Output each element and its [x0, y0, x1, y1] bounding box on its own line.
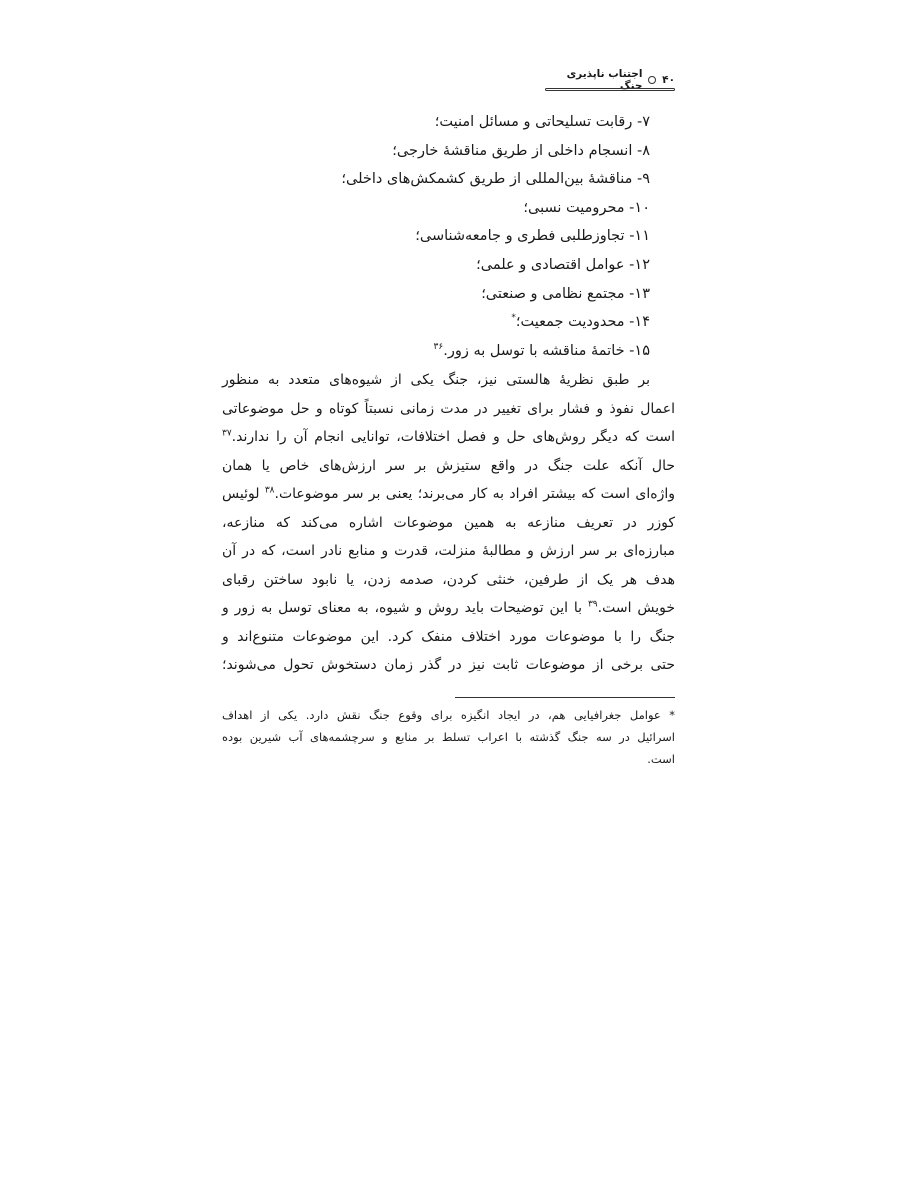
footnote — [222, 704, 675, 770]
paragraph-line — [222, 423, 675, 452]
footnote-ref: * — [511, 313, 516, 324]
list-item — [220, 308, 650, 337]
paragraph-line — [222, 509, 675, 538]
list-item — [220, 165, 650, 194]
header-rule — [545, 88, 675, 91]
line-text: مبارزه‌ای بر سر ارزش و مطالبهٔ منزلت، قدرت و منابع نادر است، که در آن — [222, 543, 675, 559]
line-text-continued: لوئیس — [222, 486, 265, 502]
list-item-text: ۱۳- مجتمع نظامی و صنعتی؛ — [481, 285, 650, 302]
line-text: حال آنکه علت جنگ در واقع ستیزش بر سر ارزش‌های خاص یا همان — [222, 457, 675, 474]
list-item — [220, 108, 650, 137]
list-item — [220, 280, 650, 309]
line-text: اعمال نفوذ و فشار برای تغییر در مدت زمانی نسبتاً کوتاه و حل موضوعاتی — [222, 400, 675, 417]
list-item — [220, 251, 650, 280]
footnote-line: است. — [647, 752, 675, 766]
list-item — [220, 194, 650, 223]
list-item — [220, 137, 650, 166]
paragraph-line — [222, 452, 675, 481]
paragraph-line — [222, 366, 675, 395]
paragraph-line — [222, 594, 675, 623]
line-text: بر طبق نظریهٔ هالستی نیز، جنگ یکی از شیوه‌های متعدد به منظور — [222, 372, 650, 388]
footnote-ref: ۳۸ — [264, 485, 275, 496]
footnote-ref: ۳۶ — [433, 341, 444, 352]
page-number: ۴۰ — [662, 74, 675, 86]
line-text: هدف هر یک از طرفین، خنثی کردن، صدمه زدن، یا نابود ساختن رقبای — [222, 571, 675, 588]
numbered-list — [220, 108, 650, 365]
list-item-text: ۱۵- خاتمهٔ مناقشه با توسل به زور. — [443, 342, 650, 359]
line-text: خویش است. — [597, 600, 675, 616]
list-item-text: ۱۰- محرومیت نسبی؛ — [523, 199, 650, 216]
list-item-text: ۱۴- محدودیت جمعیت؛ — [515, 314, 650, 331]
paragraph-line — [222, 566, 675, 595]
body-paragraph — [222, 366, 675, 680]
footnote-separator — [455, 697, 675, 698]
footnote-ref: ۳۹ — [587, 599, 598, 610]
footnote-ref: ۳۷ — [222, 428, 232, 439]
running-title: اجتناب ناپذیری جنگ — [566, 68, 643, 92]
circle-bullet-icon — [648, 76, 656, 84]
list-item-text: ۱۱- تجاوزطلبی فطری و جامعه‌شناسی؛ — [415, 228, 650, 245]
paragraph-line — [222, 651, 675, 680]
list-item — [220, 222, 650, 251]
paragraph-line — [222, 395, 675, 424]
line-text: واژه‌ای است که بیشتر افراد به کار می‌برند؛ یعنی بر سر موضوعات. — [274, 486, 676, 502]
list-item-text: ۷- رقابت تسلیحاتی و مسائل امنیت؛ — [434, 114, 650, 130]
paragraph-line — [222, 480, 675, 509]
paragraph-line — [222, 623, 675, 652]
line-text: جنگ را با موضوعات مورد اختلاف منفک کرد. این موضوعات متنوع‌اند و — [222, 628, 675, 645]
line-text: کوزر در تعریف منازعه به همین موضوعات اشاره می‌کند که منازعه، — [222, 514, 675, 531]
list-item-text: ۹- مناقشهٔ بین‌المللی از طریق کشمکش‌های داخلی؛ — [341, 171, 650, 188]
footnote-line: اسرائیل در سه جنگ گذشته با اعراب تسلط بر منابع و سرچشمه‌های آب شیرین بوده — [222, 730, 675, 744]
line-text-continued: با این توضیحات باید روش و شیوه، به معنای توسل به زور و — [222, 600, 588, 616]
footnote-line: * عوامل جغرافیایی هم، در ایجاد انگیزه برای وقوع جنگ نقش دارد. یکی از اهداف — [222, 708, 675, 722]
paragraph-line — [222, 537, 675, 566]
list-item — [220, 337, 650, 366]
list-item-text: ۱۲- عوامل اقتصادی و علمی؛ — [476, 256, 650, 273]
line-text: است که دیگر روش‌های حل و فصل اختلافات، توانایی انجام آن را ندارند. — [231, 429, 675, 445]
line-text: حتی برخی از موضوعات ثابت نیز در گذر زمان دستخوش تحول می‌شوند؛ — [222, 657, 675, 673]
list-item-text: ۸- انسجام داخلی از طریق مناقشهٔ خارجی؛ — [392, 142, 650, 159]
